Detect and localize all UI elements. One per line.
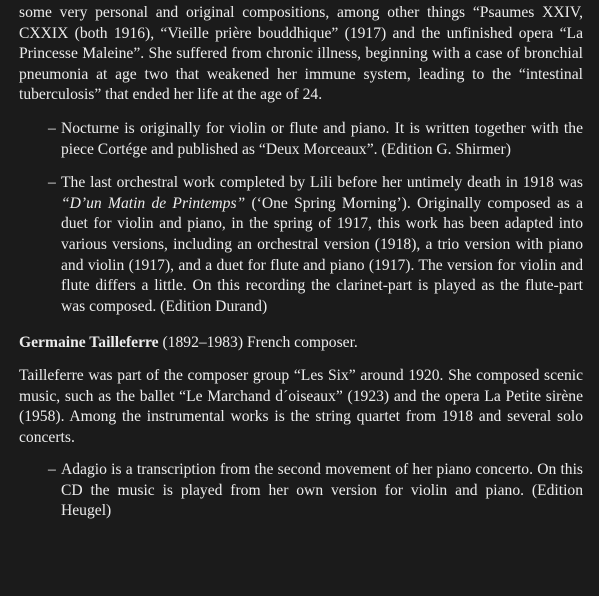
- adagio-text: Adagio is a transcription from the second movement of her piano concerto. On this CD the music is played from her own version for violin and piano. (Edition Heugel): [61, 461, 583, 520]
- composer-name: Germaine Tailleferre: [19, 334, 159, 352]
- spring-morning-text-after: (‘One Spring Morning’). Originally composed as a duet for violin and piano, in the spring of 1917, this work has been adapted into various versions, including an orchestral version (1918), a trio version with piano and violin (1917), and a duet for flute and piano (1917). The version for violin and flute differs a little. On this recording the clarinet-part is played as the flute-part was composed. (Edition Durand): [61, 194, 583, 315]
- spring-morning-dash: –: [48, 174, 56, 192]
- liner-notes-page: [19, 3, 583, 535]
- spring-morning-note: [19, 173, 583, 317]
- spring-morning-title: “D’un Matin de Printemps”: [61, 194, 246, 212]
- spring-morning-text-before: The last orchestral work completed by Lili before her untimely death in 1918 was: [61, 174, 583, 192]
- tailleferre-bio-paragraph: Tailleferre was part of the composer group “Les Six” around 1920. She composed scenic music, such as the ballet “Le Marchand d´oiseaux” (1923) and the opera La Petite sirène (1958). Among the instrumental works is the string quartet from 1918 and several solo concerts.: [19, 366, 583, 446]
- composer-dates: (1892–1983) French composer.: [158, 334, 358, 352]
- adagio-note: [19, 460, 583, 522]
- nocturne-note: [19, 119, 583, 160]
- nocturne-text: Nocturne is originally for violin or flute and piano. It is written together with the piece Cortége and published as “Deux Morceaux”. (Edition G. Shirmer): [61, 119, 583, 158]
- boulanger-intro-paragraph: some very personal and original compositions, among other things “Psaumes XXIV, CXXIX (both 1916), “Vieille prière bouddhique” (1917) and the unfinished opera “La Princesse Maleine”. She suffered from chronic illness, beginning with a case of bronchial pneumonia at age two that weakened her immune system, leading to the “intestinal tuberculosis” that ended her life at the age of 24.: [19, 4, 583, 104]
- tailleferre-heading: [19, 333, 583, 354]
- adagio-dash: –: [48, 461, 56, 479]
- nocturne-dash: –: [48, 119, 56, 137]
- spring-morning-paragraph: [61, 173, 583, 317]
